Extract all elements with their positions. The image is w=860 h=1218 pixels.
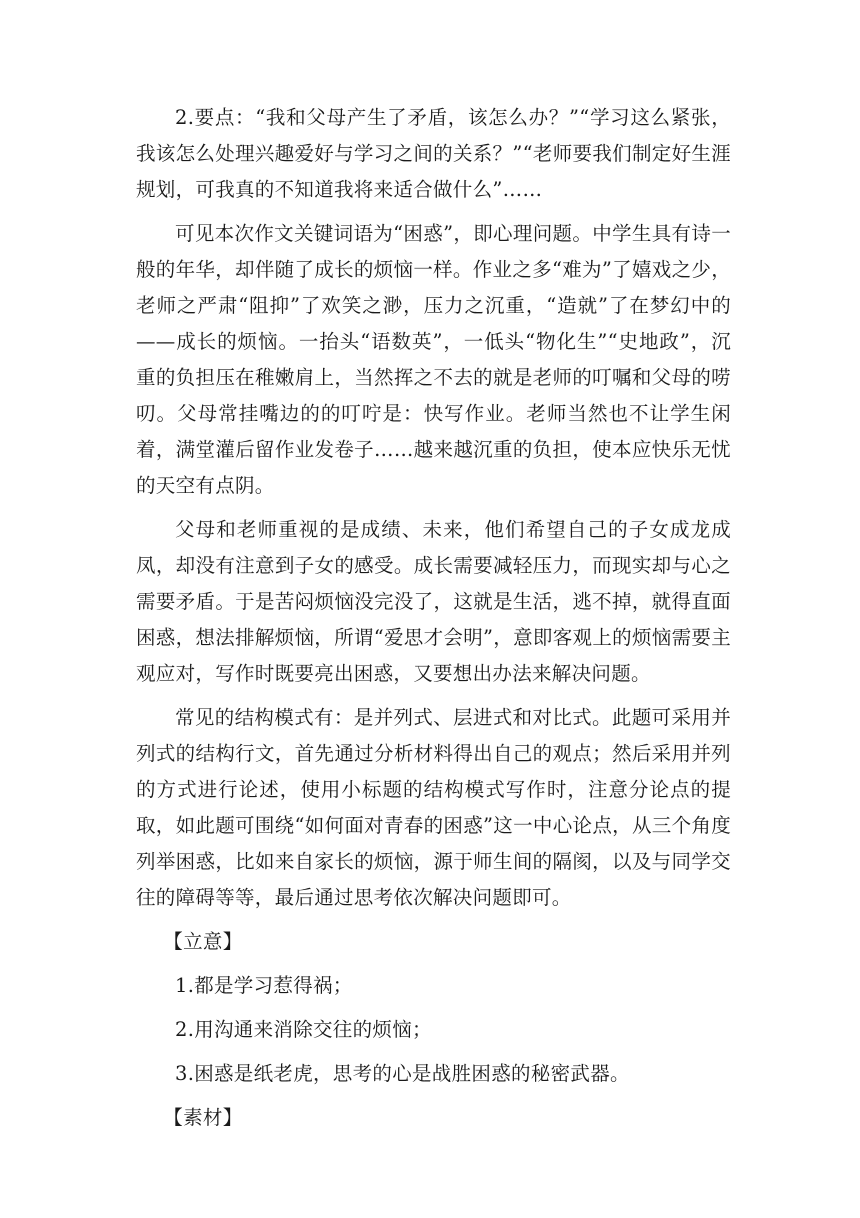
paragraph-key-points: 2.要点：“我和父母产生了矛盾，该怎么办？”“学习这么紧张，我该怎么处理兴趣爱好与学习之间的关系？”“老师要我们制定好生涯规划，可我真的不知道我将来适合做什么”…… [136,106,731,201]
document-page [136,100,731,1144]
section-heading-lizhi: 【立意】 [163,930,243,953]
lizhi-item-1: 1.都是学习惹得祸； [175,974,353,997]
lizhi-item-3: 3.困惑是纸老虎，思考的心是战胜困惑的秘密武器。 [175,1062,630,1085]
paragraph-structure-modes: 常见的结构模式有：是并列式、层进式和对比式。此题可采用并列式的结构行文，首先通过分析材料得出自己的观点；然后采用并列的方式进行论述，使用小标题的结构模式写作时，注意分论点的提取，如此题可围绕“如何面对青春的困惑”这一中心论点，从三个角度列举困惑，比如来自家长的烦恼，源于师生间的隔阂，以及与同学交往的障碍等等，最后通过思考依次解决问题即可。 [136,706,731,909]
lizhi-item-2: 2.用沟通来消除交往的烦恼； [175,1018,432,1041]
paragraph-parents-teachers: 父母和老师重视的是成绩、未来，他们希望自己的子女成龙成凤，却没有注意到子女的感受。成长需要减轻压力，而现实却与心之需要矛盾。于是苦闷烦恼没完没了，这就是生活，逃不掉，就得直面困惑，想法排解烦恼，所谓“爱思才会明”，意即客观上的烦恼需要主观应对，写作时既要亮出困惑，又要想出办法来解决问题。 [136,518,731,685]
paragraph-keyword-analysis: 可见本次作文关键词语为“困惑”，即心理问题。中学生具有诗一般的年华，却伴随了成长的烦恼一样。作业之多“难为”了嬉戏之少，老师之严肃“阻抑”了欢笑之渺，压力之沉重，“造就”了在梦幻中的——成长的烦恼。一抬头“语数英”，一低头“物化生”“史地政”，沉重的负担压在稚嫩肩上，当然挥之不去的就是老师的叮嘱和父母的唠叨。父母常挂嘴边的的叮咛是：快写作业。老师当然也不让学生闲着，满堂灌后留作业发卷子……越来越沉重的负担，使本应快乐无忧的天空有点阴。 [136,222,731,497]
section-heading-sucai: 【素材】 [163,1106,243,1129]
